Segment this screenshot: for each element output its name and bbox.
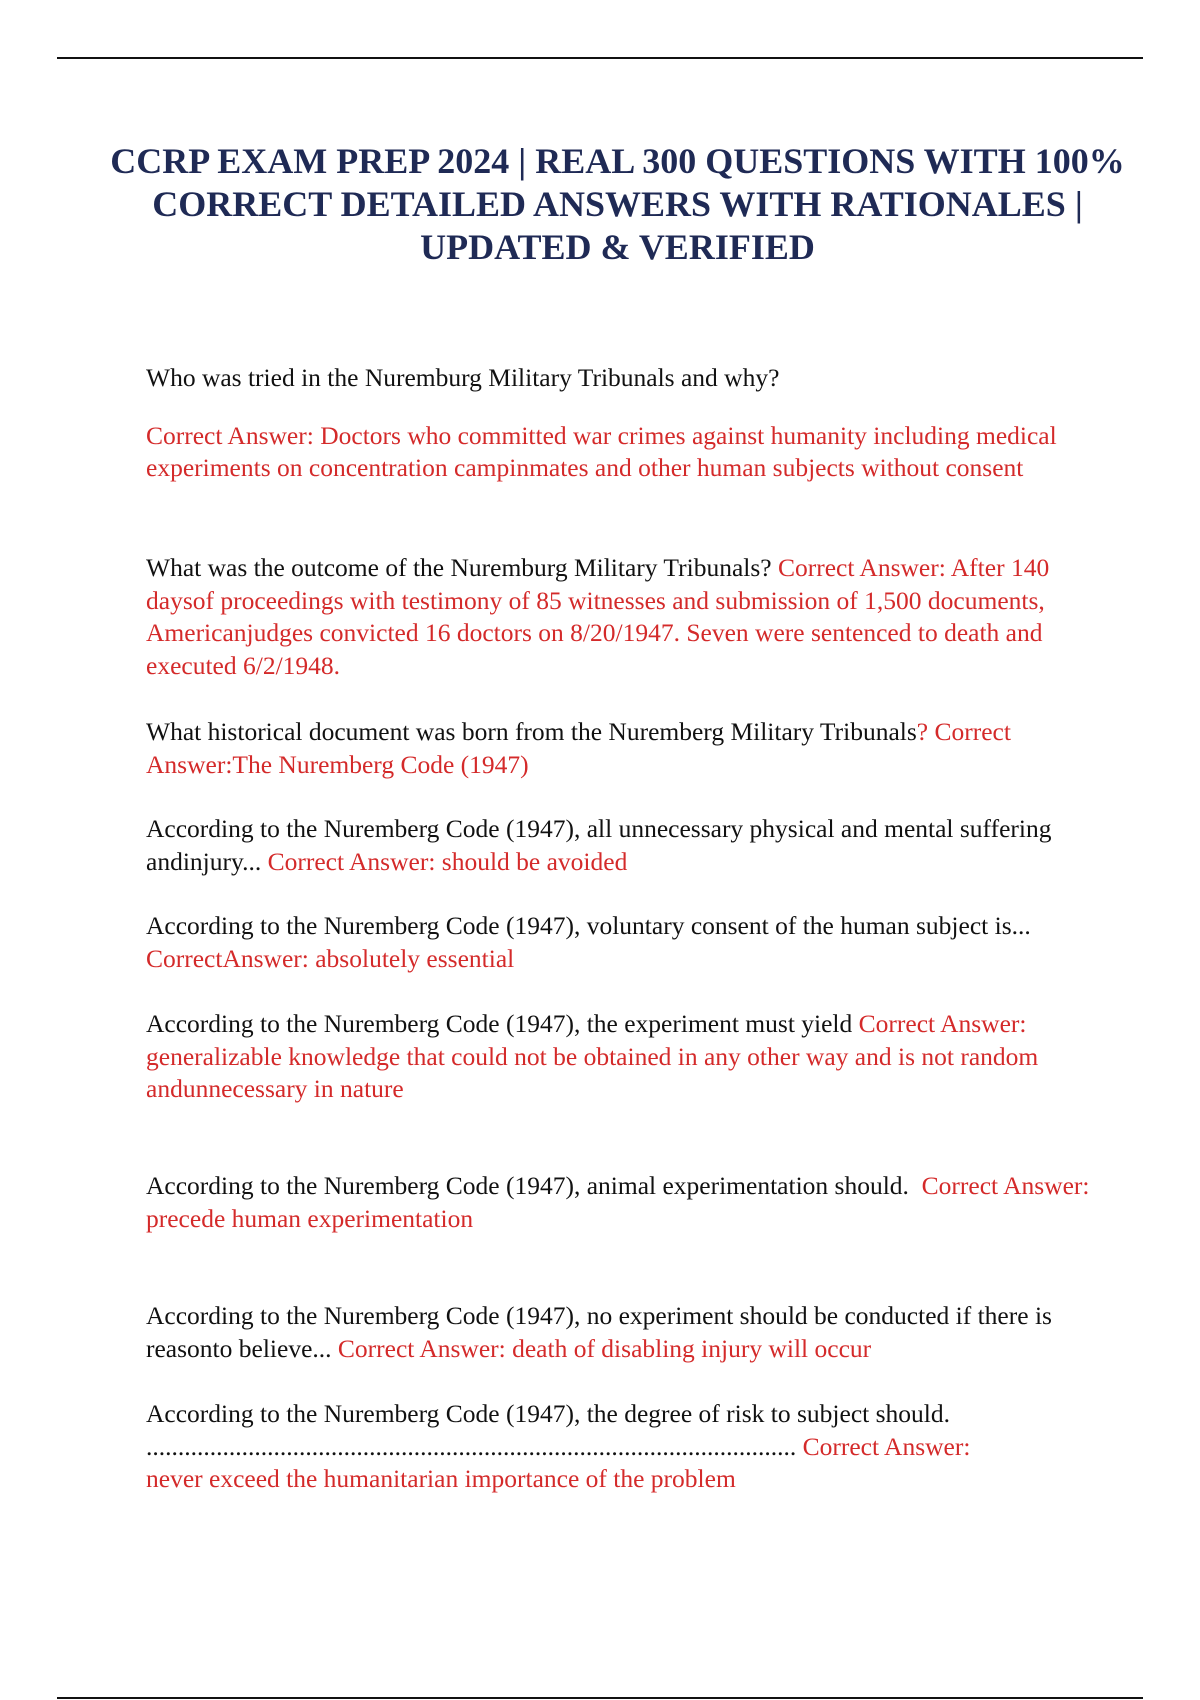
qa-paragraph-4 [146,813,1106,878]
question-3: What historical document was born from the Nuremberg Military Tribunals [146,717,917,746]
answer-9-detail: never exceed the humanitarian importance of the problem [146,1464,736,1493]
qa-paragraph-8 [146,1300,1106,1365]
answer-8: Correct Answer: death of disabling injury will occur [337,1333,872,1363]
answer-2: Correct Answer: After 140 daysof proceedings with testimony of 85 witnesses and submission of 1,500 documents, Americanjudges convicted 16 doctors on 8/20/1947. Seven were sentenced to death and executed 6/2/1948. [146,553,1050,680]
qa-item-5 [146,910,1106,975]
answer-6: Correct Answer: [858,1009,1027,1038]
question-5: According to the Nuremberg Code (1947), voluntary consent of the human subject is... [146,911,1031,940]
qa-paragraph-7 [146,1170,1106,1203]
question-9: According to the Nuremberg Code (1947), the degree of risk to subject should. [146,1399,950,1428]
qa-item-6 [146,1008,1106,1106]
qa-item-4 [146,813,1106,878]
qa-paragraph-9 [146,1431,1106,1464]
answer-5: CorrectAnswer: absolutely essential [146,943,515,973]
qa-item-9 [146,1398,1106,1496]
question-7: According to the Nuremberg Code (1947), animal experimentation should. [146,1171,909,1200]
question-8: According to the Nuremberg Code (1947), no experiment should be conducted if there is reasonto believe... [146,1301,1052,1363]
answer-3: ? Correct Answer:The Nuremberg Code (1947) [146,717,1011,779]
bottom-rule [57,1697,1143,1699]
document-title: CCRP EXAM PREP 2024 | REAL 300 QUESTIONS WITH 100% CORRECT DETAILED ANSWERS WITH RATIONALES | UPDATED & VERIFIED [110,141,1125,267]
question-2: What was the outcome of the Nuremburg Military Tribunals? [146,553,772,582]
qa-paragraph-6 [146,1008,1106,1041]
answer-1: Correct Answer: Doctors who committed war crimes against humanity including medical experiments on concentration campinmates and other human subjects without consent [146,420,1057,482]
qa-item-8 [146,1300,1106,1365]
qa-item-2 [146,552,1106,682]
qa-paragraph-3 [146,716,1106,781]
answer-9: Correct Answer: [802,1431,971,1461]
answer-7-detail: precede human experimentation [146,1203,474,1233]
question-4: According to the Nuremberg Code (1947), all unnecessary physical and mental suffering andinjury... [146,814,1052,876]
question-9-dots: ...................................................................................................... [146,1431,797,1461]
qa-item-3 [146,716,1106,781]
answer-6-detail: generalizable knowledge that could not be obtained in any other way and is not random andunnecessary in nature [146,1041,1039,1103]
qa-item-7 [146,1170,1106,1235]
qa-paragraph-5 [146,910,1106,975]
top-rule [57,57,1143,59]
qa-item-1 [146,362,1106,485]
answer-7: Correct Answer: [921,1171,1090,1200]
qa-paragraph-2 [146,552,1106,682]
question-6: According to the Nuremberg Code (1947), the experiment must yield [146,1009,853,1038]
answer-4: Correct Answer: should be avoided [267,846,628,876]
question-1: Who was tried in the Nuremburg Military Tribunals and why? [146,363,780,392]
